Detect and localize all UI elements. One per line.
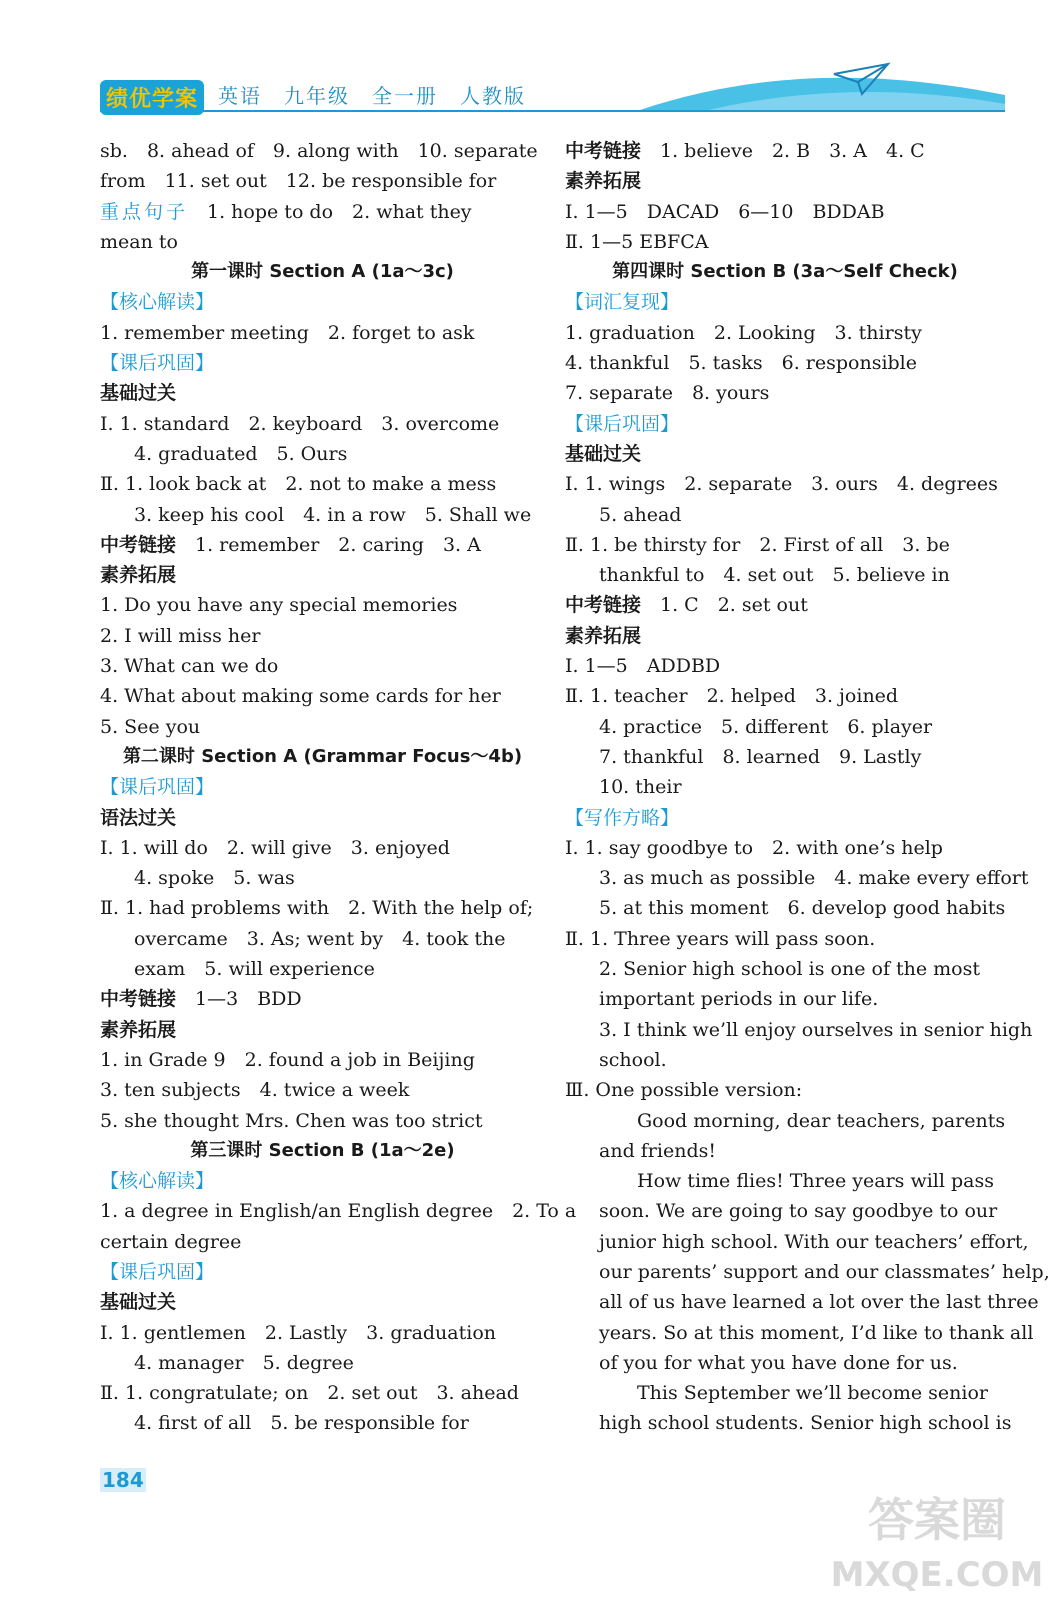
answer-line: 1. in Grade 9 2. found a job in Beijing [100, 1048, 475, 1071]
answer-line: 1. remember meeting 2. forget to ask [100, 321, 475, 344]
answer-text: 1. hope to do 2. what they [188, 200, 472, 223]
exam-link-label: 中考链接 [565, 594, 642, 617]
answer-line-indented: 3. as much as possible 4. make every effort [599, 867, 1029, 890]
answer-line: 2. I will miss her [100, 624, 261, 647]
lesson-heading: 第一课时 Section A (1a～3c) [191, 261, 454, 283]
answer-line-indented: exam 5. will experience [134, 958, 375, 981]
answer-line: 1. graduation 2. Looking 3. thirsty [565, 321, 922, 344]
answer-line: 1. a degree in English/an English degree 2. To a [100, 1200, 577, 1223]
answer-line-indented: 4. first of all 5. be responsible for [134, 1412, 469, 1435]
answer-line: 3. ten subjects 4. twice a week [100, 1079, 410, 1102]
subsection-heading: 素养拓展 [100, 1018, 177, 1041]
answer-line-indented: Good morning, dear teachers, parents [599, 1109, 1006, 1132]
answer-line-indented: 4. spoke 5. was [134, 867, 295, 890]
answer-column-right [565, 136, 1050, 1439]
answer-line-indented: How time flies! Three years will pass [599, 1170, 994, 1193]
answer-line-indented: junior high school. With our teachers’ effort, [599, 1230, 1029, 1253]
answer-line-indented: our parents’ support and our classmates’ help, [599, 1260, 1050, 1283]
section-tag: 【课后巩固】 [100, 352, 215, 375]
answer-line-indented: overcame 3. As; went by 4. took the [134, 927, 506, 950]
answer-line-indented: school. [599, 1048, 667, 1071]
labeled-answer-line [100, 197, 545, 227]
book-subtitle: 英语 九年级 全一册 人教版 [218, 84, 526, 108]
answer-line: 7. separate 8. yours [565, 382, 770, 405]
section-tag: 【课后巩固】 [565, 412, 680, 435]
answer-line: 5. See you [100, 715, 201, 738]
answer-line-indented: thankful to 4. set out 5. believe in [599, 564, 950, 587]
answer-line: Ⅲ. One possible version: [565, 1079, 803, 1102]
subsection-heading: 素养拓展 [100, 564, 177, 587]
answer-line: sb. 8. ahead of 9. along with 10. separate [100, 140, 538, 162]
answer-line-indented: 2. Senior high school is one of the most [599, 958, 981, 981]
lesson-heading: 第四课时 Section B (3a～Self Check) [612, 261, 958, 283]
subsection-heading: 基础过关 [100, 382, 177, 405]
answer-line-indented: 3. I think we’ll enjoy ourselves in senior high [599, 1018, 1033, 1041]
answer-line: Ⅱ. 1. be thirsty for 2. First of all 3. be [565, 533, 950, 556]
section-tag: 【词汇复现】 [565, 291, 680, 314]
answer-line-indented: 5. at this moment 6. develop good habits [599, 897, 1006, 920]
labeled-answer-line [100, 530, 545, 560]
subsection-heading: 基础过关 [565, 442, 642, 465]
answer-line: 5. she thought Mrs. Chen was too strict [100, 1109, 483, 1132]
answer-line-indented: 3. keep his cool 4. in a row 5. Shall we [134, 503, 532, 526]
answer-line-indented: 10. their [599, 776, 682, 799]
watermark-text: 答案圈 [868, 1493, 1006, 1547]
answer-line: from 11. set out 12. be responsible for [100, 170, 497, 193]
answer-line: Ⅰ. 1. standard 2. keyboard 3. overcome [100, 412, 500, 435]
labeled-answer-line [100, 984, 545, 1014]
answer-line: 3. What can we do [100, 655, 279, 678]
answer-line-indented: This September we’ll become senior [599, 1382, 988, 1405]
answer-line-indented: of you for what you have done for us. [599, 1351, 958, 1374]
brand-logo: 绩优学案 [100, 80, 204, 115]
exam-link-label: 中考链接 [100, 988, 177, 1011]
answer-line-indented: years. So at this moment, I’d like to thank all [599, 1321, 1034, 1344]
answer-text: 1. believe 2. B 3. A 4. C [641, 140, 925, 162]
answer-line-indented: all of us have learned a lot over the last three [599, 1291, 1039, 1314]
exam-link-label: 中考链接 [100, 533, 177, 556]
answer-line: Ⅰ. 1—5 ADDBD [565, 655, 721, 678]
answer-line: Ⅰ. 1. gentlemen 2. Lastly 3. graduation [100, 1321, 497, 1344]
section-tag: 【核心解读】 [100, 1170, 215, 1193]
answer-line: Ⅰ. 1—5 DACAD 6—10 BDDAB [565, 200, 885, 223]
exam-link-label: 中考链接 [565, 140, 642, 162]
answer-line: Ⅱ. 1. congratulate; on 2. set out 3. ahead [100, 1382, 519, 1405]
section-tag: 【写作方略】 [565, 806, 680, 829]
page-number: 184 [102, 1468, 144, 1492]
answer-line: Ⅱ. 1. teacher 2. helped 3. joined [565, 685, 899, 708]
lesson-heading: 第三课时 Section B (1a～2e) [190, 1139, 455, 1161]
answer-line: Ⅱ. 1—5 EBFCA [565, 230, 709, 253]
answer-line: certain degree [100, 1230, 242, 1253]
subsection-heading: 素养拓展 [565, 624, 642, 647]
watermark-logo [830, 1478, 1044, 1598]
answer-line-indented: high school students. Senior high school is [599, 1412, 1012, 1435]
answer-line-indented: 4. graduated 5. Ours [134, 442, 348, 465]
paper-plane-icon [832, 60, 892, 100]
key-sentence-label: 重点句子 [100, 200, 189, 223]
answer-line: 1. Do you have any special memories [100, 594, 458, 617]
answer-line-indented: 4. practice 5. different 6. player [599, 715, 933, 738]
answer-text: 1. remember 2. caring 3. A [176, 533, 481, 556]
subsection-heading: 基础过关 [100, 1291, 177, 1314]
answer-line: mean to [100, 230, 178, 253]
section-tag: 【课后巩固】 [100, 1260, 215, 1283]
page-header [0, 0, 1041, 130]
answer-line: 4. thankful 5. tasks 6. responsible [565, 352, 918, 375]
answer-line: Ⅰ. 1. will do 2. will give 3. enjoyed [100, 836, 450, 859]
answer-line: 4. What about making some cards for her [100, 685, 501, 708]
answer-text: 1—3 BDD [176, 988, 302, 1011]
answer-line: Ⅱ. 1. Three years will pass soon. [565, 927, 876, 950]
lesson-heading: 第二课时 Section A (Grammar Focus～4b) [122, 745, 523, 767]
subsection-heading: 素养拓展 [565, 170, 642, 193]
watermark-site: MXQE.COM [830, 1555, 1044, 1595]
answer-text: 1. C 2. set out [641, 594, 808, 617]
answer-line-indented: important periods in our life. [599, 988, 879, 1011]
section-tag: 【核心解读】 [100, 291, 215, 314]
subsection-heading: 语法过关 [100, 806, 177, 829]
answer-line: Ⅰ. 1. wings 2. separate 3. ours 4. degrees [565, 473, 998, 496]
labeled-answer-line [565, 136, 1005, 166]
answer-line: Ⅱ. 1. had problems with 2. With the help of; [100, 897, 534, 920]
answer-line-indented: 5. ahead [599, 503, 682, 526]
answer-line-indented: 4. manager 5. degree [134, 1351, 354, 1374]
answer-line-indented: soon. We are going to say goodbye to our [599, 1200, 998, 1223]
labeled-answer-line [565, 590, 1005, 620]
section-tag: 【课后巩固】 [100, 776, 215, 799]
answer-column-left [100, 136, 577, 1439]
answer-line: Ⅰ. 1. say goodbye to 2. with one’s help [565, 836, 943, 859]
answer-line: Ⅱ. 1. look back at 2. not to make a mess [100, 473, 497, 496]
answer-line-indented: 7. thankful 8. learned 9. Lastly [599, 745, 922, 768]
answer-line-indented: and friends! [599, 1139, 716, 1162]
